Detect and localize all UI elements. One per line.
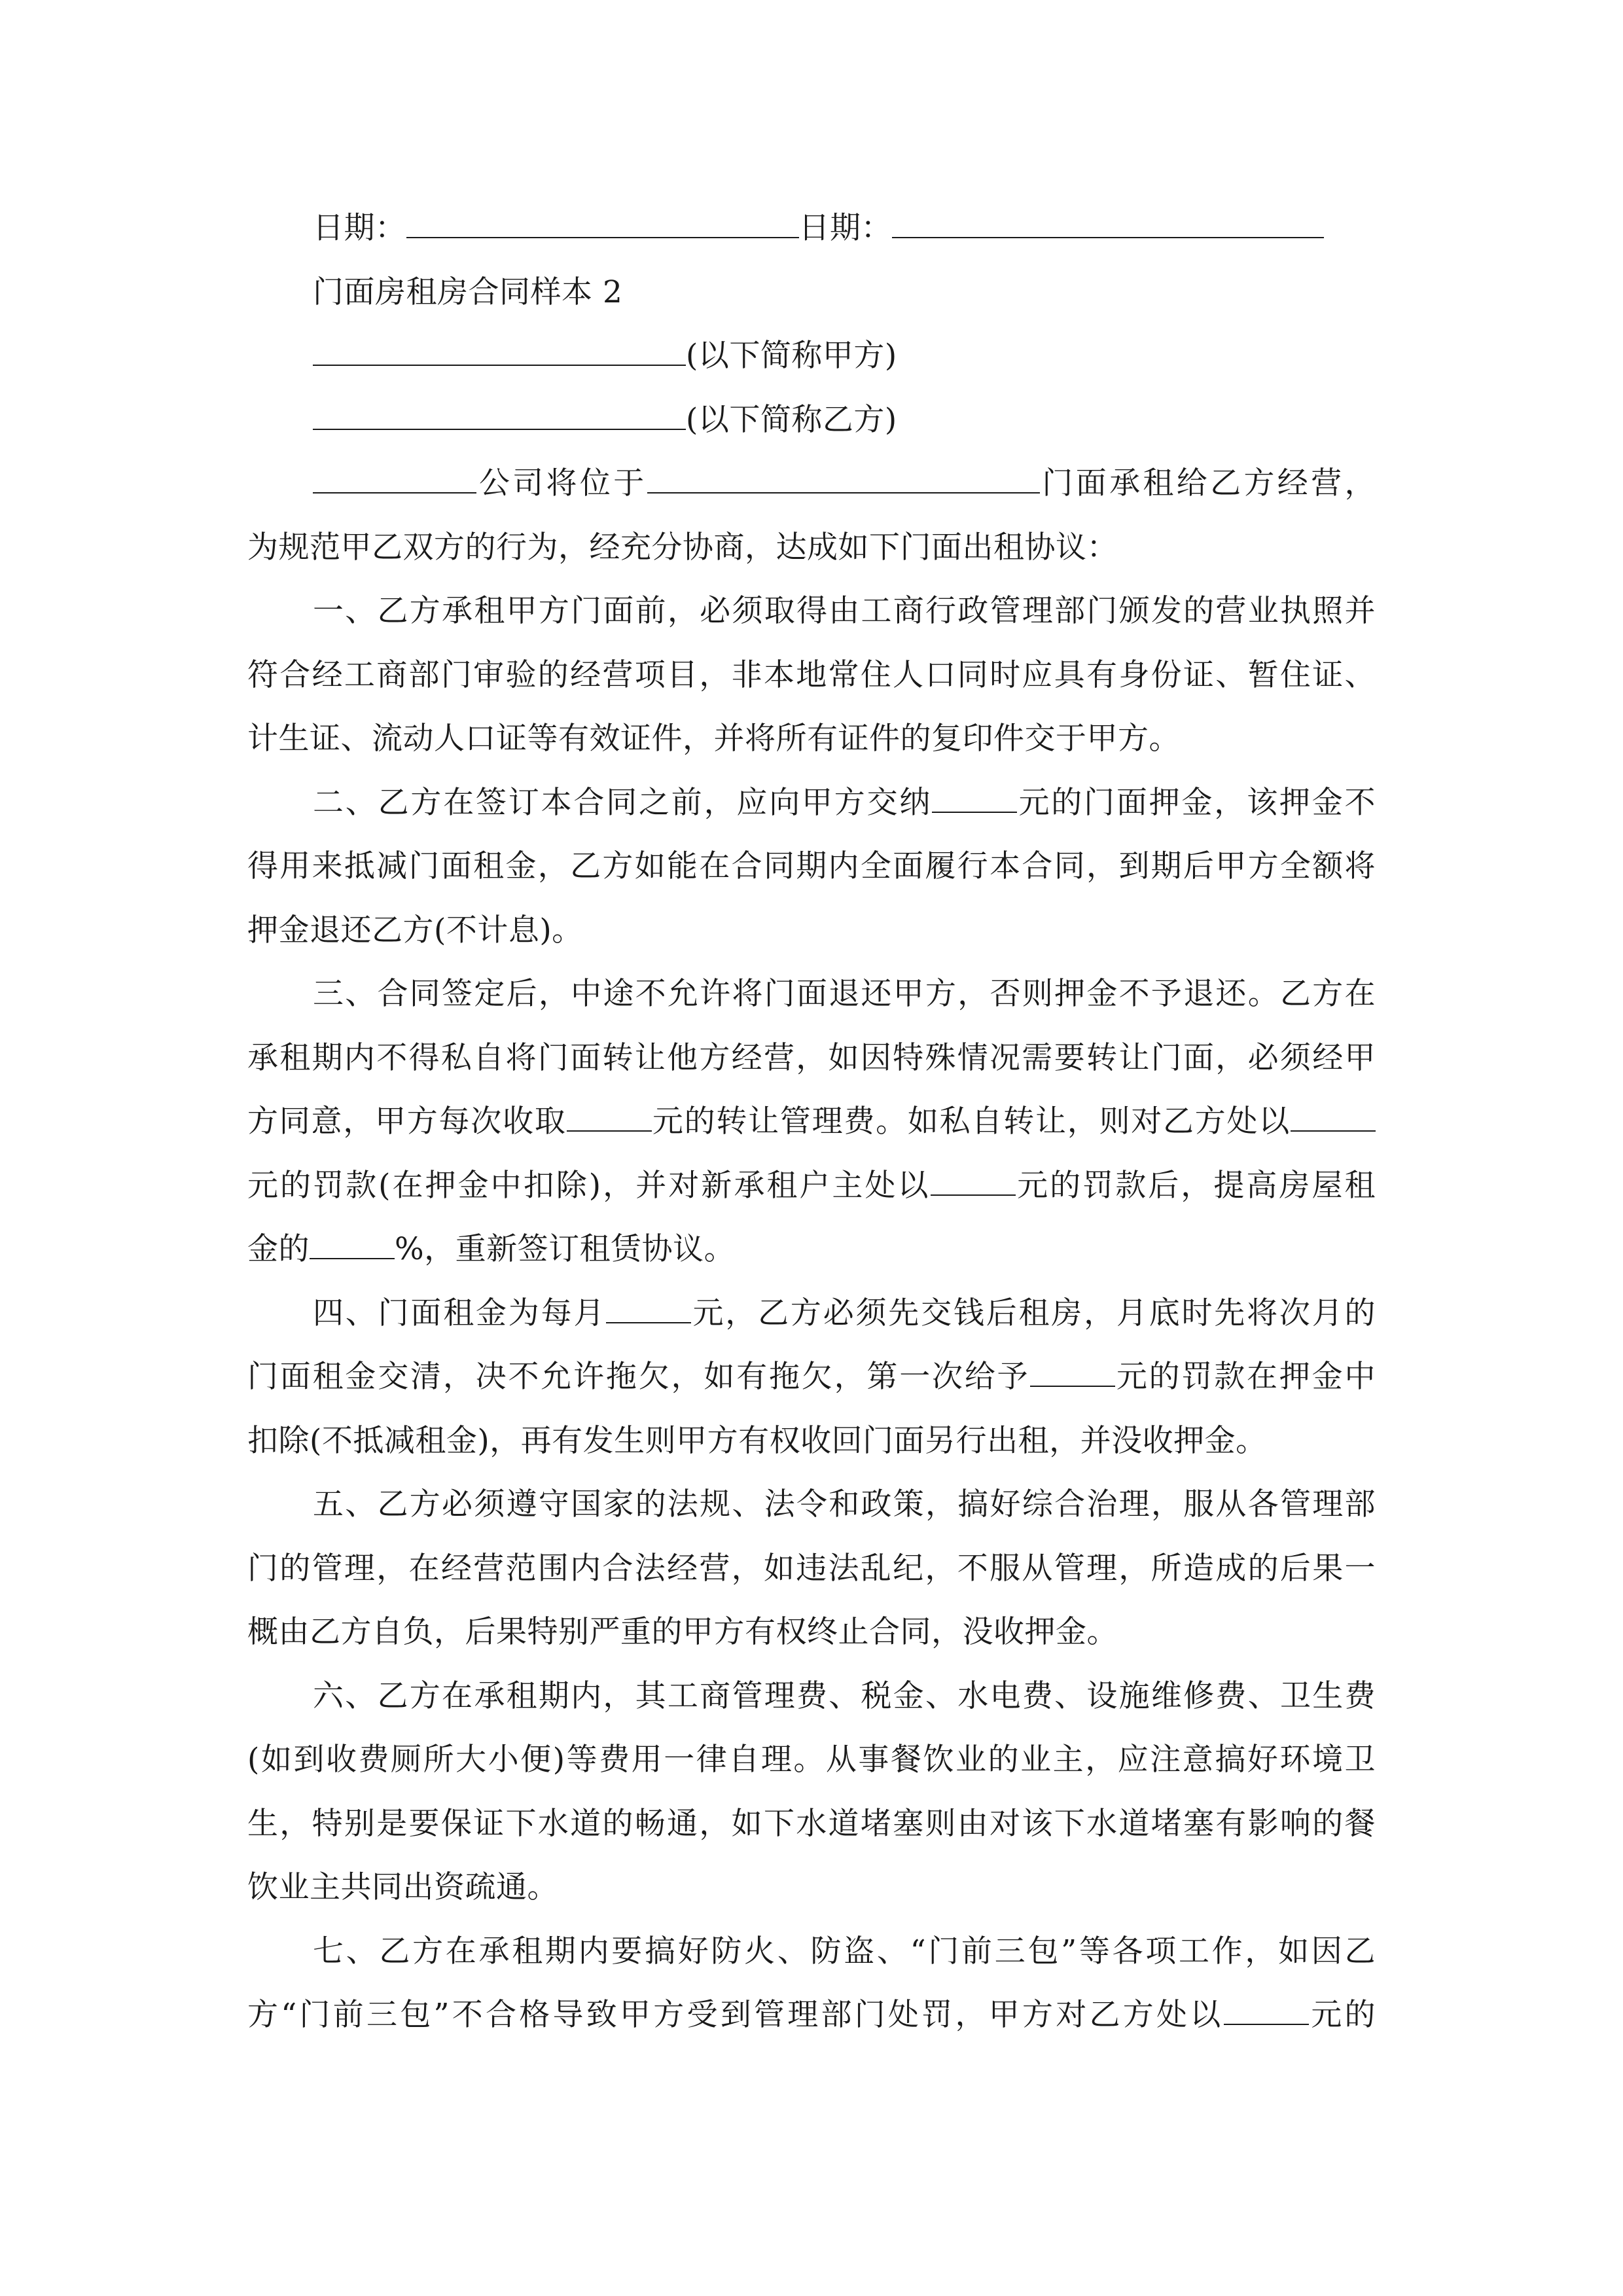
clause3-line-3: 方同意，甲方每次收取 元的转让管理费。如私自转让，则对乙方处以: [247, 1090, 1376, 1154]
party-a-suffix: (以下简称甲方): [686, 338, 897, 374]
clause1-line-1: 一、乙方承租甲方门面前，必须取得由工商行政管理部门颁发的营业执照并: [313, 593, 1376, 629]
clause3-line-4: 元的罚款(在押金中扣除)，并对新承租户主处以 元的罚款后，提高房屋租: [247, 1167, 1376, 1204]
location-blank: [647, 470, 1040, 493]
date-label-b: 日期：: [798, 210, 892, 246]
arrears-penalty-blank: [1030, 1363, 1115, 1387]
penalty-blank-a: [1291, 1108, 1376, 1132]
clause6-line-1: 六、乙方在承租期内，其工商管理费、税金、水电费、设施维修费、卫生费: [313, 1677, 1376, 1714]
clause5-line-3: 概由乙方自负，后果特别严重的甲方有权终止合同，没收押金。: [247, 1614, 1118, 1650]
intro-line-1: 公司将位于 门面承租给乙方经营，: [247, 452, 1376, 516]
clause3-line-2: 承租期内不得私自将门面转让他方经营，如因特殊情况需要转让门面，必须经甲: [247, 1039, 1376, 1076]
contract-body: [247, 196, 1376, 2047]
clause1-line-3: 计生证、流动人口证等有效证件，并将所有证件的复印件交于甲方。: [247, 721, 1180, 757]
company-blank: [313, 470, 476, 493]
clause2-line-3: 押金退还乙方(不计息)。: [247, 912, 583, 948]
party-b-suffix: (以下简称乙方): [686, 401, 897, 438]
party-b-blank: [313, 406, 686, 430]
clause3-line-5: 金的 %，重新签订租赁协议。: [247, 1231, 736, 1267]
intro-line-2: 为规范甲乙双方的行为，经充分协商，达成如下门面出租协议：: [247, 529, 1118, 565]
party-b-line: [247, 388, 1376, 452]
rent-increase-blank: [310, 1236, 395, 1259]
clause4-line-1: 四、门面租金为每月 元，乙方必须先交钱后租房，月底时先将次月的: [313, 1295, 1376, 1331]
clause7-line-1: 七、乙方在承租期内要搞好防火、防盗、“门前三包”等各项工作，如因乙: [313, 1933, 1376, 1969]
transfer-fee-blank: [567, 1108, 652, 1132]
clause4-line-2: 门面租金交清，决不允许拖欠，如有拖欠，第一次给予 元的罚款在押金中: [247, 1359, 1376, 1395]
date-row: [247, 196, 1376, 260]
clause7-line-2: 方“门前三包”不合格导致甲方受到管理部门处罚，甲方对乙方处以 元的: [247, 1997, 1376, 2033]
clause6-line-4: 饮业主共同出资疏通。: [247, 1869, 558, 1905]
date-blank-b: [892, 215, 1324, 238]
sample-title: 门面房租房合同样本 2: [313, 274, 623, 310]
deposit-blank: [932, 789, 1017, 813]
date-blank-a: [406, 215, 799, 238]
monthly-rent-blank: [606, 1300, 691, 1323]
date-label-a: 日期：: [313, 210, 406, 246]
clause6-line-3: 生，特别是要保证下水道的畅通，如下水道堵塞则由对该下水道堵塞有影响的餐: [247, 1805, 1376, 1842]
clause6-line-2: (如到收费厕所大小便)等费用一律自理。从事餐饮业的业主，应注意搞好环境卫: [247, 1742, 1376, 1778]
clause3-line-1: 三、合同签定后，中途不允许将门面退还甲方，否则押金不予退还。乙方在: [313, 976, 1376, 1012]
clause5-line-2: 门的管理，在经营范围内合法经营，如违法乱纪，不服从管理，所造成的后果一: [247, 1550, 1376, 1587]
penalty-blank-b: [931, 1172, 1016, 1196]
party-a-line: [247, 324, 1376, 388]
clause4-line-3: 扣除(不抵减租金)，再有发生则甲方有权收回门面另行出租，并没收押金。: [247, 1422, 1267, 1459]
clause2-line-2: 得用来抵减门面租金，乙方如能在合同期内全面履行本合同，到期后甲方全额将: [247, 848, 1376, 884]
sanitation-penalty-blank: [1224, 2001, 1309, 2025]
clause5-line-1: 五、乙方必须遵守国家的法规、法令和政策，搞好综合治理，服从各管理部: [313, 1486, 1376, 1522]
clause2-line-1: 二、乙方在签订本合同之前，应向甲方交纳 元的门面押金，该押金不: [313, 784, 1376, 821]
party-a-blank: [313, 342, 686, 366]
clause1-line-2: 符合经工商部门审验的经营项目，非本地常住人口同时应具有身份证、暂住证、: [247, 656, 1376, 693]
